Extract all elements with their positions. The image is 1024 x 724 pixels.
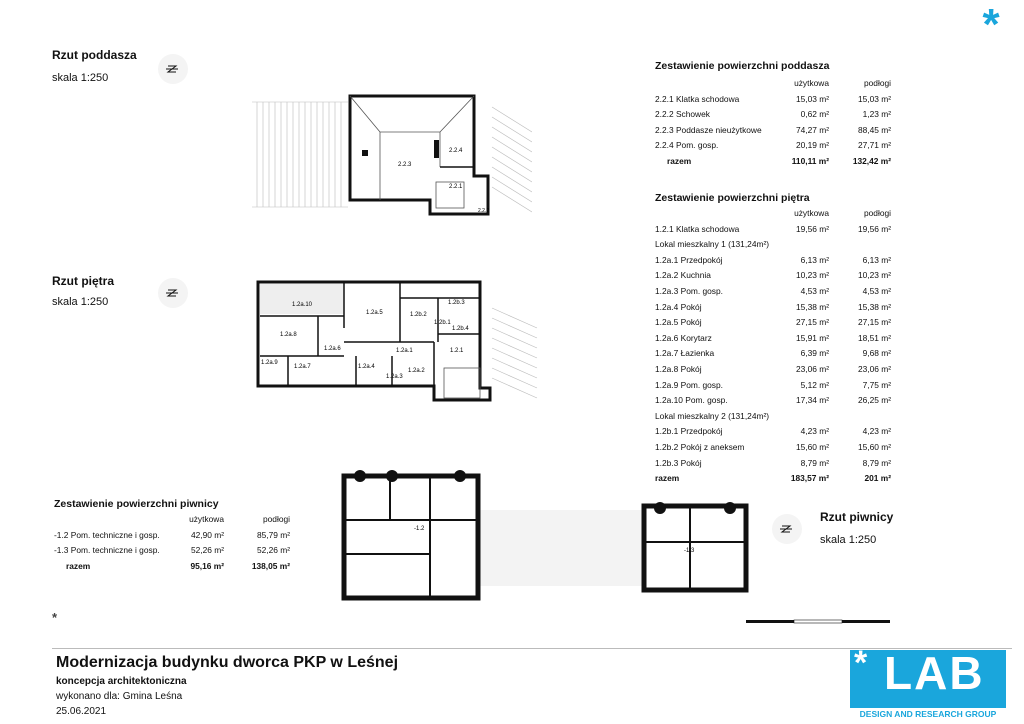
- table-row: 1.2a.4 Pokój 15,38 m² 15,38 m²: [655, 301, 891, 312]
- logo-text: LAB: [884, 647, 985, 699]
- floor-scale: skala 1:250: [52, 296, 109, 308]
- attic-table: [655, 76, 895, 170]
- table-row: 1.2b.3 Pokój 8,79 m² 8,79 m²: [655, 457, 891, 468]
- room-label: 2.2.4: [449, 148, 463, 154]
- table-total-row: razem 110,11 m² 132,42 m²: [667, 155, 891, 166]
- room-label: 1.2a.2: [408, 368, 425, 374]
- table-total-row: razem 95,16 m² 138,05 m²: [66, 560, 290, 571]
- basement-plan: [330, 466, 750, 606]
- room-label: 1.2a.3: [386, 374, 403, 380]
- col-header: użytkowa: [794, 78, 829, 88]
- floor-title: Rzut piętra: [52, 274, 115, 288]
- table-row: 1.2.1 Klatka schodowa 19,56 m² 19,56 m²: [655, 223, 891, 234]
- room-label: 1.2a.6: [324, 346, 341, 352]
- basement-table: [54, 512, 294, 574]
- lab-logo: [850, 644, 1006, 708]
- table-row: -1.3 Pom. techniczne i gosp. 52,26 m² 52,26 m²: [54, 545, 290, 556]
- table-row: 1.2b.2 Pokój z aneksem 15,60 m² 15,60 m²: [655, 441, 891, 452]
- room-label: -1.3: [684, 548, 695, 554]
- north-arrow-icon: [158, 278, 188, 308]
- table-row: 1.2a.2 Kuchnia 10,23 m² 10,23 m²: [655, 270, 891, 281]
- room-label: 1.2a.8: [280, 332, 297, 338]
- floor-plan: [252, 258, 542, 408]
- north-arrow-icon: [772, 514, 802, 544]
- table-row: 1.2a.10 Pom. gosp. 17,34 m² 26,25 m²: [655, 395, 891, 406]
- room-label: 1.2a.1: [396, 348, 413, 354]
- attic-scale: skala 1:250: [52, 72, 109, 84]
- table-row: 1.2a.3 Pom. gosp. 4,53 m² 4,53 m²: [655, 285, 891, 296]
- attic-title: Rzut poddasza: [52, 48, 137, 62]
- table-total-row: razem 183,57 m² 201 m²: [655, 473, 891, 484]
- table-row: 2.2.2 Schowek 0,62 m² 1,23 m²: [655, 109, 891, 120]
- room-label: 1.2a.4: [358, 364, 375, 370]
- table-row: 1.2a.1 Przedpokój 6,13 m² 6,13 m²: [655, 254, 891, 265]
- room-label: -1.2: [414, 526, 425, 532]
- room-label: 1.2a.9: [261, 360, 278, 366]
- room-label: 2.2.2: [478, 208, 490, 214]
- col-header: podłogi: [863, 208, 891, 218]
- table-row: 1.2a.8 Pokój 23,06 m² 23,06 m²: [655, 363, 891, 374]
- room-label: 1.2a.7: [294, 364, 311, 370]
- col-header: użytkowa: [794, 208, 829, 218]
- floor-table: [655, 206, 895, 487]
- north-arrow-icon: [158, 54, 188, 84]
- asterisk-icon: *: [52, 610, 58, 625]
- room-label: 2.2.1: [449, 184, 463, 190]
- attic-table-title: Zestawienie powierzchni poddasza: [655, 60, 830, 72]
- table-row: -1.2 Pom. techniczne i gosp. 42,90 m² 85,79 m²: [54, 529, 290, 540]
- scale-bar: [746, 614, 896, 628]
- room-label: 1.2a.10: [292, 302, 313, 308]
- table-row: 1.2a.5 Pokój 27,15 m² 27,15 m²: [655, 317, 891, 328]
- basement-title: Rzut piwnicy: [820, 510, 894, 524]
- room-label: 1.2a.5: [366, 310, 383, 316]
- room-label: 2.2.3: [398, 162, 412, 168]
- table-row: 1.2b.1 Przedpokój 4,23 m² 4,23 m²: [655, 426, 891, 437]
- room-label: 1.2.1: [450, 348, 464, 354]
- table-row: 1.2a.7 Łazienka 6,39 m² 9,68 m²: [655, 348, 891, 359]
- room-label: 1.2b.2: [410, 312, 427, 318]
- footer-divider: [52, 648, 1012, 649]
- basement-scale: skala 1:250: [820, 534, 877, 546]
- room-label: 1.2b.1: [434, 320, 451, 326]
- room-label: 1.2b.3: [448, 300, 465, 306]
- table-row: 2.2.1 Klatka schodowa 15,03 m² 15,03 m²: [655, 93, 891, 104]
- logo-tagline: DESIGN AND RESEARCH GROUP: [859, 709, 997, 719]
- table-row: 1.2a.6 Korytarz 15,91 m² 18,51 m²: [655, 332, 891, 343]
- col-header: podłogi: [262, 514, 290, 524]
- col-header: podłogi: [863, 78, 891, 88]
- project-title: Modernizacja budynku dworca PKP w Leśnej: [56, 654, 399, 671]
- project-date: 25.06.2021: [56, 706, 107, 717]
- asterisk-icon: *: [854, 644, 868, 682]
- table-row: 2.2.3 Poddasze nieużytkowe 74,27 m² 88,45 m²: [655, 124, 891, 135]
- floor-table-title: Zestawienie powierzchni piętra: [655, 192, 810, 204]
- col-header: użytkowa: [189, 514, 224, 524]
- table-section-header: Lokal mieszkalny 1 (131,24m²): [655, 239, 770, 250]
- attic-plan: [252, 92, 532, 232]
- room-label: 1.2b.4: [452, 326, 469, 332]
- table-row: 2.2.4 Pom. gosp. 20,19 m² 27,71 m²: [655, 140, 891, 151]
- project-client: wykonano dla: Gmina Leśna: [56, 691, 183, 702]
- project-subtitle: koncepcja architektoniczna: [56, 676, 187, 687]
- basement-table-title: Zestawienie powierzchni piwnicy: [54, 498, 219, 510]
- asterisk-icon: *: [982, 0, 1000, 49]
- table-section-header: Lokal mieszkalny 2 (131,24m²): [655, 410, 770, 421]
- table-row: 1.2a.9 Pom. gosp. 5,12 m² 7,75 m²: [655, 379, 891, 390]
